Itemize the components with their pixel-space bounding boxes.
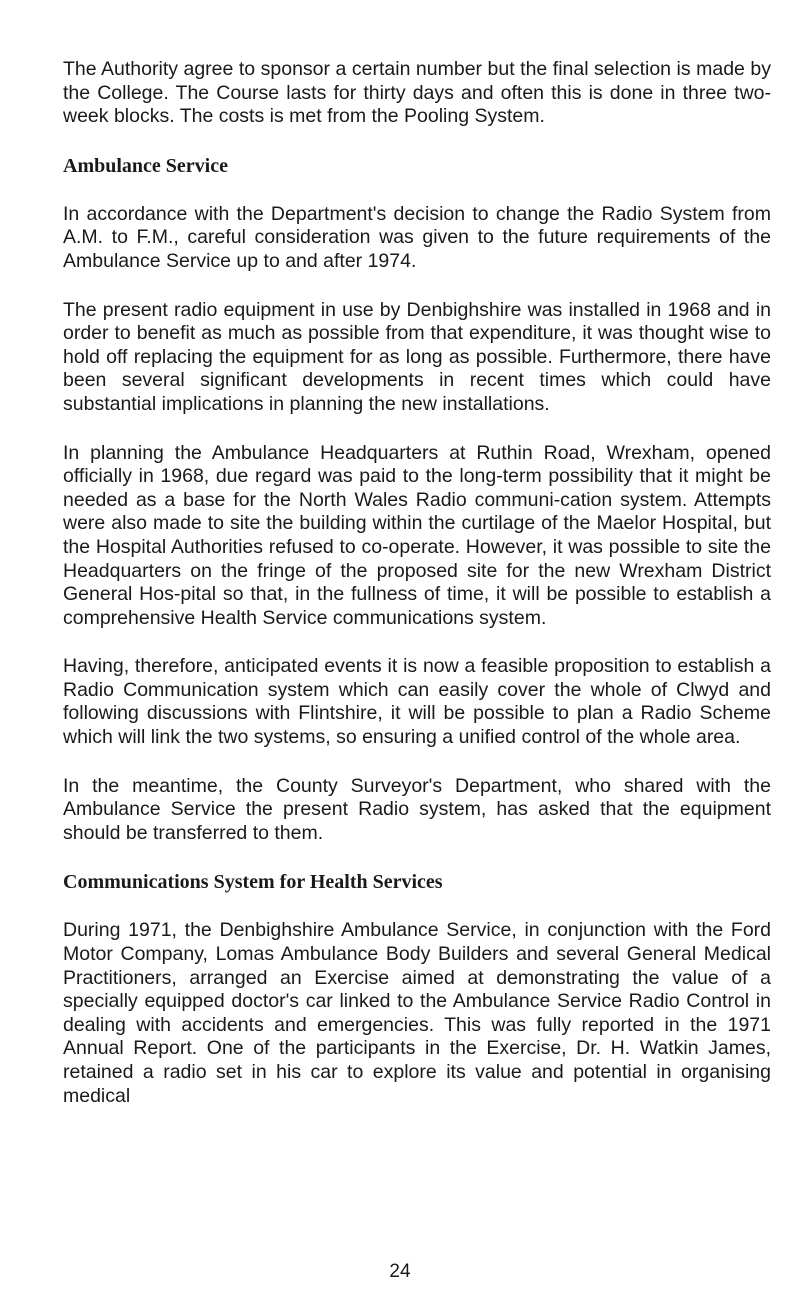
intro-paragraph: The Authority agree to sponsor a certain number but the final selection is made by the College. The Course lasts for thirty days and often this is done in three two-week blocks. The costs is met from the Pooling System. (63, 58, 771, 128)
communications-system-heading: Communications System for Health Services (63, 871, 443, 894)
ambulance-paragraph-4: Having, therefore, anticipated events it is now a feasible proposition to establish a Radio Communication system which can easily cover the whole of Clwyd and following discussions with Flintshire, it will be possible to plan a Radio Scheme which will link the two systems, so ensuring a unified control of the whole area. (63, 655, 771, 749)
ambulance-paragraph-1: In accordance with the Department's decision to change the Radio System from A.M. to F.M., careful consideration was given to the future requirements of the Ambulance Service up to and after 1974. (63, 202, 771, 272)
ambulance-paragraph-3: In planning the Ambulance Headquarters at Ruthin Road, Wrexham, opened officially in 1968, due regard was paid to the long-term possibility that it might be needed as a base for the North Wales Radio communi-cation system. Attempts were also made to site the building within the curtilage of the Maelor Hospital, but the Hospital Authorities refused to co-operate. However, it was possible to site the Headquarters on the fringe of the proposed site for the new Wrexham District General Hos-pital so that, in the fullness of time, it will be possible to establish a comprehensive Health Service communications system. (63, 441, 771, 629)
communications-paragraph-1: During 1971, the Denbighshire Ambulance Service, in conjunction with the Ford Motor Company, Lomas Ambulance Body Builders and several General Medical Practitioners, arranged an Exercise aimed at demonstrating the value of a specially equipped doctor's car linked to the Ambulance Service Radio Control in dealing with accidents and emergencies. This was fully reported in the 1971 Annual Report. One of the participants in the Exercise, Dr. H. Watkin James, retained a radio set in his car to explore its value and potential in organising medical (63, 919, 771, 1107)
ambulance-service-heading: Ambulance Service (63, 154, 228, 177)
page-number: 24 (389, 1261, 411, 1282)
ambulance-paragraph-5: In the meantime, the County Surveyor's Department, who shared with the Ambulance Service the present Radio system, has asked that the equipment should be transferred to them. (63, 774, 771, 844)
document-page (63, 58, 771, 1108)
ambulance-paragraph-2: The present radio equipment in use by Denbighshire was installed in 1968 and in order to benefit as much as possible from that expenditure, it was thought wise to hold off replacing the equipment for as long as possible. Furthermore, there have been several significant developments in recent times which could have substantial implications in planning the new installations. (63, 298, 771, 415)
